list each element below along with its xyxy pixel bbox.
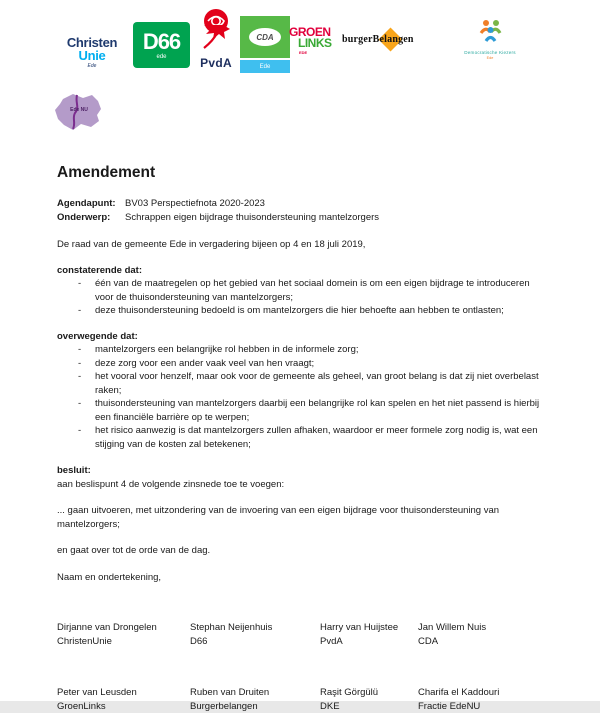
- cda-logo-text: CDA: [249, 28, 281, 46]
- signer-name: Dirjanne van Drongelen: [57, 621, 190, 635]
- signer-name: Harry van Huijstee: [320, 621, 418, 635]
- d66-logo: [133, 22, 190, 68]
- signer-name: Raşit Görgülü: [320, 686, 418, 700]
- signer-name: Charifa el Kaddouri: [418, 686, 545, 700]
- signatures-block: [57, 621, 545, 713]
- signer-party: Fractie EdeNU: [418, 700, 545, 713]
- section-heading-overwegende: overwegende dat:: [57, 330, 545, 344]
- section-heading-besluit: besluit:: [57, 464, 545, 478]
- signer-name: Jan Willem Nuis: [418, 621, 545, 635]
- list-item: - deze thuisondersteuning bedoeld is om mantelzorgers die hier behoefte aan hebben te ontlasten;: [57, 304, 545, 318]
- pvda-logo-text: PvdA: [193, 56, 239, 70]
- d66-logo-text: D66: [143, 31, 180, 53]
- meta-block: [57, 197, 545, 224]
- christenunie-logo: [57, 36, 127, 69]
- besluit-text: ... gaan uitvoeren, met uitzondering van de invoering van een eigen bijdrage voor thuisondersteuning van mantelzorgers;: [57, 504, 545, 531]
- list-item: - thuisondersteuning van mantelzorgers daarbij een belangrijke rol kan spelen en het niet passend is hierbij een financiële barrière op te werpen;: [57, 397, 545, 424]
- signer-party: ChristenUnie: [57, 635, 190, 649]
- signer-name: Stephan Neijenhuis: [190, 621, 320, 635]
- dke-people-circle-icon: [477, 31, 504, 48]
- groenlinks-logo-text2: LINKS: [289, 38, 341, 49]
- edenu-logo-text: Ede NU: [52, 107, 106, 113]
- signature-cell: [418, 621, 545, 648]
- christenunie-logo-sub: Ede: [57, 64, 127, 69]
- list-item: - mantelzorgers een belangrijke rol hebben in de informele zorg;: [57, 343, 545, 357]
- party-logo-band: [0, 0, 600, 140]
- cda-logo-green-block: [240, 16, 290, 58]
- signer-party: Burgerbelangen: [190, 700, 320, 713]
- intro-paragraph: De raad van de gemeente Ede in vergadering bijeen op 4 en 18 juli 2019,: [57, 238, 545, 252]
- dke-logo-sub: Ede: [452, 56, 528, 60]
- meta-value: BV03 Perspectiefnota 2020-2023: [125, 197, 265, 211]
- meta-row-onderwerp: [57, 211, 545, 225]
- signature-heading: Naam en ondertekening,: [57, 571, 545, 585]
- signer-party: D66: [190, 635, 320, 649]
- signature-cell: [320, 621, 418, 648]
- signature-cell: [190, 686, 320, 713]
- groenlinks-logo-sub: EDE: [289, 51, 341, 55]
- signature-cell: [57, 621, 190, 648]
- besluit-intro: aan beslispunt 4 de volgende zinsnede toe te voegen:: [57, 478, 545, 492]
- list-item: - deze zorg voor een ander vaak veel van hen vraagt;: [57, 357, 545, 371]
- edenu-map-blob-icon: [52, 121, 106, 138]
- signer-party: GroenLinks: [57, 700, 190, 713]
- democratische-kiezers-logo: [452, 18, 528, 60]
- groenlinks-logo-text: GROEN: [289, 27, 341, 38]
- dke-logo-text: Democratische Kiezers: [452, 50, 528, 55]
- pvda-logo: [193, 6, 239, 70]
- constaterende-list: [57, 277, 545, 318]
- document-title: Amendement: [57, 164, 545, 182]
- signer-party: DKE: [320, 700, 418, 713]
- burgerbelangen-logo: [342, 30, 422, 58]
- signer-name: Peter van Leusden: [57, 686, 190, 700]
- pvda-rose-icon: [195, 37, 237, 54]
- christenunie-logo-text2: Unie: [57, 49, 127, 62]
- signature-cell: [418, 686, 545, 713]
- signer-name: Ruben van Druiten: [190, 686, 320, 700]
- section-heading-constaterende: constaterende dat:: [57, 264, 545, 278]
- burgerbelangen-logo-text: burgerBelangen: [342, 34, 422, 45]
- edenu-logo: [52, 92, 106, 134]
- signature-row: [57, 686, 545, 713]
- signer-party: PvdA: [320, 635, 418, 649]
- list-item: - het vooral voor henzelf, maar ook voor de gemeente als geheel, van groot belang is dat zij niet overbelast raken;: [57, 370, 545, 397]
- cda-logo: [240, 16, 290, 73]
- list-item: - het risico aanwezig is dat mantelzorgers zullen afhaken, waardoor er meer formele zorg nodig is, wat een stijging van de kosten zal betekenen;: [57, 424, 545, 451]
- cda-logo-sub: Ede: [240, 60, 290, 73]
- list-item: - één van de maatregelen op het gebied van het sociaal domein is om een eigen bijdrage te introduceren voor de thuisondersteuning van mantelzorgers;: [57, 277, 545, 304]
- signer-party: CDA: [418, 635, 545, 649]
- signature-cell: [320, 686, 418, 713]
- signature-row: [57, 621, 545, 648]
- christenunie-logo-text: Christen: [57, 36, 127, 49]
- d66-logo-sub: ede: [156, 54, 166, 60]
- signature-cell: [57, 686, 190, 713]
- closing-paragraph: en gaat over tot de orde van de dag.: [57, 544, 545, 558]
- signature-cell: [190, 621, 320, 648]
- meta-label: Agendapunt:: [57, 197, 125, 211]
- document-content: [0, 164, 600, 713]
- overwegende-list: [57, 343, 545, 451]
- meta-label: Onderwerp:: [57, 211, 125, 225]
- meta-value: Schrappen eigen bijdrage thuisondersteuning mantelzorgers: [125, 211, 379, 225]
- groenlinks-logo: [289, 27, 341, 55]
- meta-row-agendapunt: [57, 197, 545, 211]
